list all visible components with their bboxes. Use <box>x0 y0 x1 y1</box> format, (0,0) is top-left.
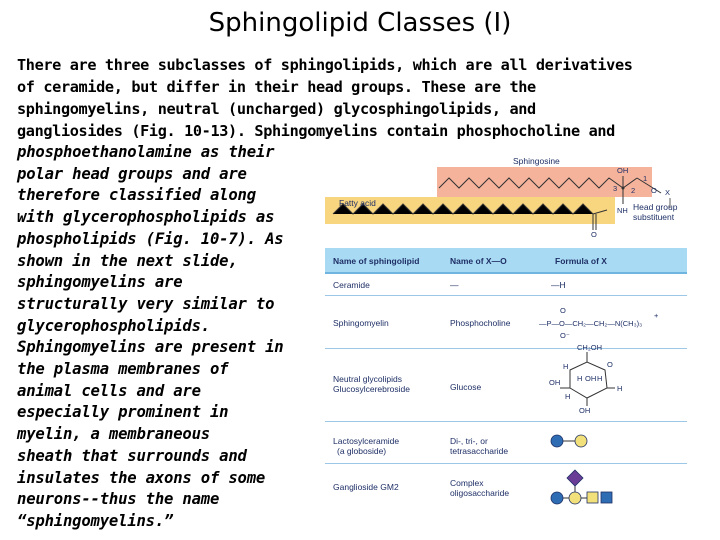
col-header-name: Name of sphingolipid <box>333 256 420 266</box>
glucose-h: H <box>563 362 569 371</box>
glucose-h: H <box>617 384 623 393</box>
sm-plus: + <box>654 311 659 320</box>
nh-atom: NH <box>617 206 628 215</box>
sphingosine-label: Sphingosine <box>513 156 560 166</box>
paragraph-line: structurally very similar to <box>17 294 275 313</box>
paragraph-line: with glycerophospholipids as <box>17 208 275 227</box>
row-sphingomyelin-formula: —P—O—CH₂—CH₂—N(CH₃)₃ <box>539 319 643 328</box>
col-header-formula: Formula of X <box>555 256 607 266</box>
head-group-label-2: substituent <box>633 212 675 222</box>
paragraph-line: animal cells and are <box>17 381 201 400</box>
glucose-h: H <box>597 374 603 383</box>
row-sphingomyelin-name: Sphingomyelin <box>333 318 389 328</box>
yellow-circle-icon <box>569 492 581 504</box>
paragraph-line: of ceramide, but differ in their head groups. These are the <box>17 78 536 96</box>
paragraph-line: sphingomyelins are <box>17 273 183 292</box>
atom-number-2: 2 <box>631 186 636 195</box>
paragraph-line: phospholipids (Fig. 10-7). As <box>17 229 284 248</box>
row-neutral-xname: Glucose <box>450 382 482 392</box>
x-atom: X <box>665 188 671 197</box>
row-neutral-name: Neutral glycolipids <box>333 374 402 384</box>
paragraph-line: gangliosides (Fig. 10-13). Sphingomyelins contain phosphocholine and <box>17 122 615 140</box>
oh-atom: OH <box>617 166 629 175</box>
row-ceramide-name: Ceramide <box>333 280 370 290</box>
paragraph-line: polar head groups and are <box>17 164 247 183</box>
yellow-square-icon <box>587 492 598 503</box>
row-ceramide-formula: —H <box>551 280 566 290</box>
glucose-oh: OH <box>585 374 597 383</box>
paragraph-line: There are three subclasses of sphingolipids, which are all derivatives <box>17 56 633 74</box>
paragraph-line: therefore classified along <box>17 186 256 205</box>
paragraph-line: Sphingomyelins are present in <box>17 338 284 357</box>
atom-number-3: 3 <box>613 184 618 193</box>
paragraph-line: insulates the axons of some <box>17 468 266 487</box>
glucose-oh: OH <box>579 406 591 415</box>
sm-o-top: O <box>560 306 566 315</box>
paragraph-line: especially prominent in <box>17 403 229 422</box>
paragraph-line: myelin, a membraneous <box>17 425 210 444</box>
purple-diamond-icon <box>567 470 583 486</box>
sphingolipid-figure <box>325 148 720 514</box>
paragraph-line: phosphoethanolamine as their <box>17 143 275 161</box>
head-group-label: Head group <box>633 202 678 212</box>
paragraph-line: “sphingomyelins.” <box>17 511 174 530</box>
row-neutral-name-2: Glucosylcerebroside <box>333 384 411 394</box>
paragraph-line: sheath that surrounds and <box>17 446 247 465</box>
row-ganglioside-xname-2: oligosaccharide <box>450 488 510 498</box>
paragraph-line: sphingomyelins, neutral (uncharged) glycosphingolipids, and <box>17 100 536 118</box>
blue-square-icon <box>601 492 612 503</box>
carbonyl-o-atom: O <box>591 230 597 239</box>
atom-number-1: 1 <box>643 174 648 183</box>
glucose-oh: OH <box>549 378 561 387</box>
o-atom: O <box>651 186 657 195</box>
glucose-h: H <box>577 374 583 383</box>
fatty-acid-label: Fatty acid <box>339 198 376 208</box>
paragraph-full-width <box>17 54 707 142</box>
paragraph-left-column <box>17 142 317 533</box>
glucose-ch2oh: CH₂OH <box>577 343 602 352</box>
row-lactosyl-xname-2: tetrasaccharide <box>450 446 509 456</box>
blue-circle-icon <box>551 492 563 504</box>
paragraph-line: the plasma membranes of <box>17 360 229 379</box>
row-lactosyl-xname: Di-, tri-, or <box>450 436 488 446</box>
row-sphingomyelin-xname: Phosphocholine <box>450 318 511 328</box>
row-ganglioside-name: Ganglioside GM2 <box>333 482 399 492</box>
paragraph-line: glycerophospholipids. <box>17 316 210 335</box>
row-lactosyl-name-2: (a globoside) <box>337 446 387 456</box>
paragraph-line: neurons--thus the name <box>17 490 220 509</box>
col-header-xname: Name of X—O <box>450 256 507 266</box>
paragraph-line: shown in the next slide, <box>17 251 238 270</box>
slide-title: Sphingolipid Classes (I) <box>208 8 512 38</box>
row-ganglioside-xname: Complex <box>450 478 484 488</box>
sm-o-bottom: O⁻ <box>560 331 570 340</box>
glucose-o: O <box>607 360 613 369</box>
glucose-h: H <box>565 392 571 401</box>
ganglioside-sugar-chain <box>325 148 720 514</box>
row-ceramide-xname: — <box>450 280 459 290</box>
row-lactosyl-name: Lactosylceramide <box>333 436 400 446</box>
